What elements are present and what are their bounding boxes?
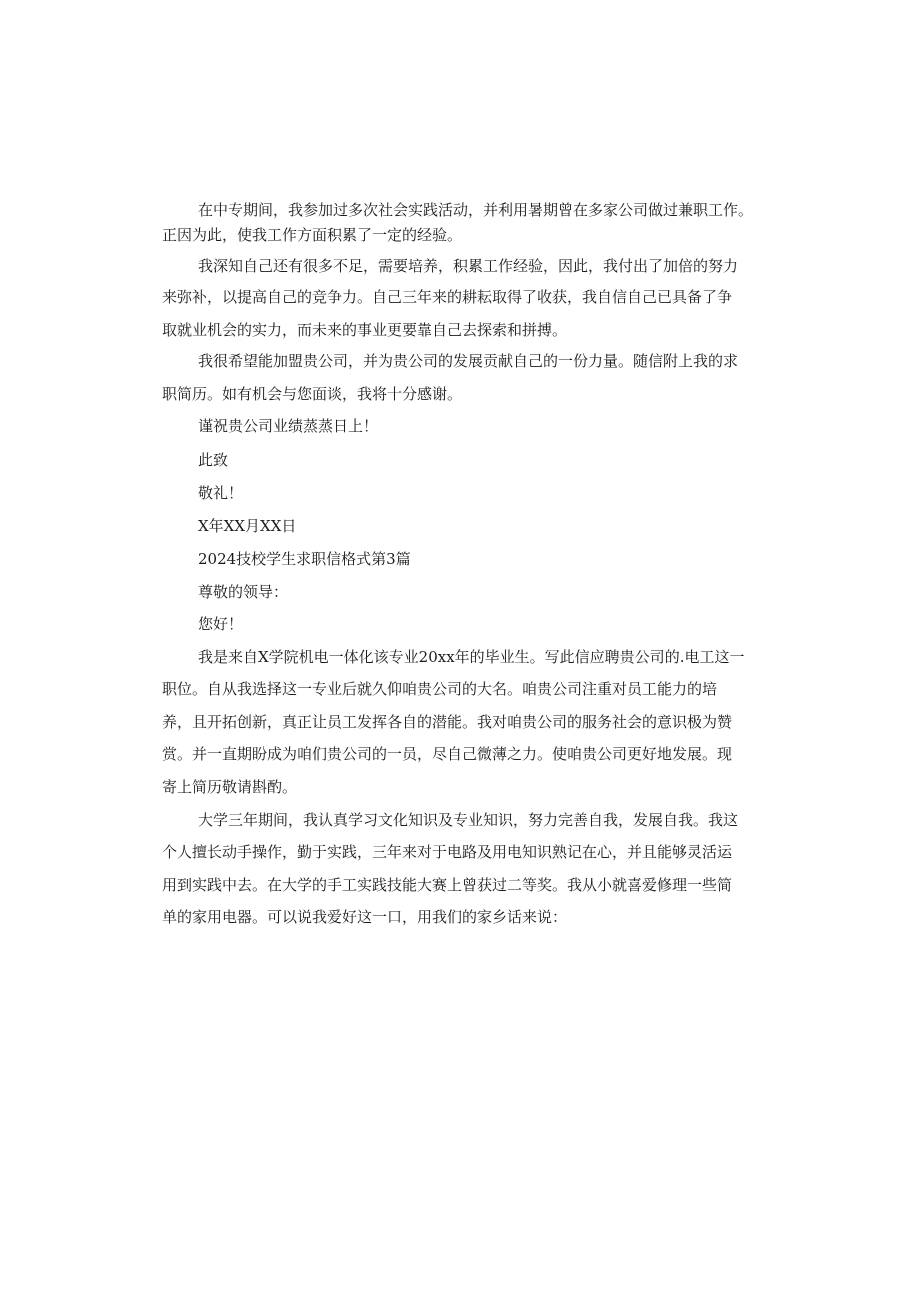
text-line: 来弥补，以提高自己的竞争力。自己三年来的耕耘取得了收获，我自信自己已具备了争 bbox=[162, 288, 733, 306]
text-line: 大学三年期间，我认真学习文化知识及专业知识，努力完善自我，发展自我。我这 bbox=[198, 811, 739, 829]
letter-date: X年XX月XX日 bbox=[198, 517, 297, 535]
text-line: 取就业机会的实力，而未来的事业更要靠自己去探索和拼搏。 bbox=[162, 321, 568, 339]
greeting: 尊敬的领导： bbox=[198, 583, 289, 601]
section-title: 2024技校学生求职信格式第3篇 bbox=[198, 550, 411, 568]
text-line: 职位。自从我选择这一专业后就久仰咱贵公司的大名。咱贵公司注重对员工能力的培 bbox=[162, 680, 718, 698]
greeting: 您好！ bbox=[198, 615, 244, 633]
text-line: 正因为此，使我工作方面积累了一定的经验。 bbox=[162, 226, 463, 244]
text-line: 用到实践中去。在大学的手工实践技能大赛上曾获过二等奖。我从小就喜爱修理一些简 bbox=[162, 876, 733, 894]
closing-regards: 敬礼！ bbox=[198, 484, 244, 502]
closing-wish: 谨祝贵公司业绩蒸蒸日上！ bbox=[198, 417, 379, 435]
text-line: 在中专期间，我参加过多次社会实践活动，并利用暑期曾在多家公司做过兼职工作。 bbox=[198, 201, 754, 219]
closing-salutation: 此致 bbox=[198, 451, 229, 469]
text-line: 单的家用电器。可以说我爱好这一口，用我们的家乡话来说： bbox=[162, 908, 568, 926]
text-line: 养，且开拓创新，真正让员工发挥各自的潜能。我对咱贵公司的服务社会的意识极为赞 bbox=[162, 713, 733, 731]
text-line: 我很希望能加盟贵公司，并为贵公司的发展贡献自己的一份力量。随信附上我的求 bbox=[198, 352, 739, 370]
text-line: 我深知自己还有很多不足，需要培养，积累工作经验，因此，我付出了加倍的努力 bbox=[198, 257, 739, 275]
text-line: 寄上简历敬请斟酌。 bbox=[162, 778, 298, 796]
text-line: 赏。并一直期盼成为咱们贵公司的一员，尽自己微薄之力。使咱贵公司更好地发展。现 bbox=[162, 745, 733, 763]
text-line: 个人擅长动手操作，勤于实践，三年来对于电路及用电知识熟记在心，并且能够灵活运 bbox=[162, 843, 733, 861]
text-line: 职简历。如有机会与您面谈，我将十分感谢。 bbox=[162, 385, 463, 403]
text-line: 我是来自X学院机电一体化该专业20xx年的毕业生。写此信应聘贵公司的.电工这一 bbox=[198, 648, 745, 666]
